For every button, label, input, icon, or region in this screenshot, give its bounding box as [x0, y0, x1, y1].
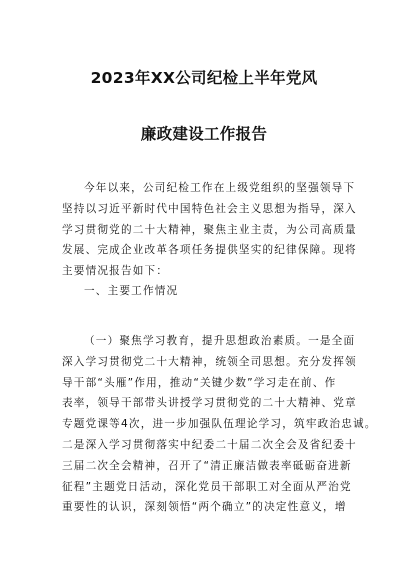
section-heading-text: 一、主要工作情况: [84, 285, 179, 297]
paragraph-line: 深入学习贯彻党二十大精神，统领全司思想。充分发挥领: [62, 355, 357, 368]
paragraph-line: 发展、完成企业改革各项任务提供坚实的纪律保障。现将: [62, 244, 357, 257]
paragraph-line: 今年以来，公司纪检工作在上级党组织的坚强领导下: [84, 182, 356, 194]
paragraph-line: 重要性的认识，深刻领悟“两个确立”的决定性意义，增: [62, 501, 347, 514]
paragraph-line: 导干部“头雁”作用，推动“关键少数”学习走在前、作: [62, 376, 337, 389]
document-title-line-1: 2023年XX公司纪检上半年党风: [90, 69, 318, 87]
paragraph-line: （一）聚焦学习教育，提升思想政治素质。一是全面: [84, 335, 356, 347]
paragraph-line: 主要情况报告如下：: [62, 265, 169, 278]
paragraph-line: 坚持以习近平新时代中国特色社会主义思想为指导，深入: [62, 202, 357, 215]
paragraph-line: 三届二次全会精神，召开了“清正廉洁做表率砥砺奋进新: [62, 459, 352, 472]
paragraph-line: 专题党课等4次，进一步加强队伍理论学习，筑牢政治忠诚。: [62, 418, 377, 431]
paragraph-line: 二是深入学习贯彻落实中纪委二十届二次全会及省纪委十: [62, 438, 357, 451]
document-title-line-2: 廉政建设工作报告: [140, 125, 268, 143]
paragraph-line: 征程”主题党日活动，深化党员干部职工对全面从严治党: [62, 480, 352, 493]
section-paragraph: [62, 331, 377, 518]
section-heading: [62, 281, 362, 302]
paragraph-line: 表率，领导干部带头讲授学习贯彻党的二十大精神、党章: [62, 397, 357, 410]
intro-paragraph: [62, 178, 362, 282]
paragraph-line: 学习贯彻党的二十大精神，聚焦主业主责，为公司高质量: [62, 223, 357, 236]
